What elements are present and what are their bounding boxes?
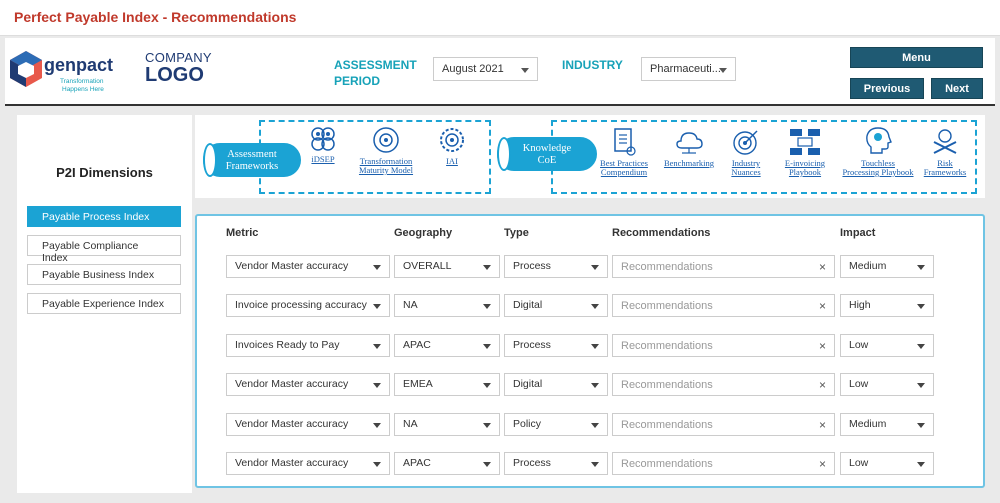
gear-brain-icon (437, 125, 467, 155)
type-select[interactable] (504, 413, 608, 436)
sidebar-item-payable-compliance-index[interactable]: Payable Compliance Index (27, 235, 181, 256)
menu-button[interactable]: Menu (850, 47, 983, 68)
pill-text-1: Knowledge (522, 143, 572, 154)
tool-label-2: Maturity Model (358, 165, 414, 175)
geography-select[interactable] (394, 452, 500, 475)
assessment-period-select[interactable] (433, 57, 538, 81)
header-geography: Geography (394, 227, 453, 239)
tool-risk-frameworks[interactable] (921, 127, 969, 177)
geography-select[interactable] (394, 413, 500, 436)
industry-label: INDUSTRY (562, 58, 623, 72)
recommendations-placeholder: Recommendations (621, 379, 713, 391)
clear-icon[interactable]: × (818, 260, 826, 274)
genpact-name: genpact (44, 55, 114, 75)
chevron-down-icon (373, 265, 381, 270)
tool-label: Transformation (359, 156, 413, 166)
impact-select[interactable] (840, 452, 934, 475)
metric-select[interactable] (226, 452, 390, 475)
tool-best-practices-compendium[interactable] (596, 127, 652, 177)
type-select[interactable] (504, 373, 608, 396)
chevron-down-icon (591, 304, 599, 309)
industry-value: Pharmaceuti... (650, 63, 721, 75)
sidebar-item-payable-business-index[interactable]: Payable Business Index (27, 264, 181, 285)
frameworks-panel (195, 115, 985, 198)
metric-select-value: Vendor Master accuracy (235, 260, 349, 272)
geography-select[interactable] (394, 334, 500, 357)
type-select[interactable] (504, 452, 608, 475)
clear-icon[interactable]: × (818, 299, 826, 313)
impact-select-value: Medium (849, 418, 887, 430)
metric-select-value: Invoice processing accuracy (235, 299, 367, 311)
tool-label: IAI (446, 156, 458, 166)
chevron-down-icon (591, 462, 599, 467)
gear-cycle-icon (371, 125, 401, 155)
sidebar-title: P2I Dimensions (56, 165, 153, 180)
gears-icon (309, 125, 337, 153)
metric-select-value: Vendor Master accuracy (235, 418, 349, 430)
chevron-down-icon (483, 304, 491, 309)
tool-e-invoicing-playbook[interactable] (780, 127, 830, 177)
genpact-tagline-2: Happens Here (62, 86, 104, 93)
recommendations-input[interactable] (612, 413, 835, 436)
assessment-label-line2: PERIOD (334, 74, 381, 88)
recommendations-placeholder: Recommendations (621, 261, 713, 273)
industry-select[interactable] (641, 57, 736, 81)
chevron-down-icon (591, 344, 599, 349)
recommendations-placeholder: Recommendations (621, 419, 713, 431)
metric-select[interactable] (226, 255, 390, 278)
recommendations-placeholder: Recommendations (621, 458, 713, 470)
pill-cap (497, 137, 511, 171)
genpact-tagline-1: Transformation (60, 78, 104, 85)
geography-select-value: APAC (403, 457, 431, 469)
impact-select-value: Low (849, 378, 869, 390)
chevron-down-icon (917, 265, 925, 270)
impact-select[interactable] (840, 373, 934, 396)
chevron-down-icon (373, 423, 381, 428)
chevron-down-icon (591, 383, 599, 388)
header-recommendations: Recommendations (612, 227, 711, 239)
sidebar (17, 115, 192, 493)
genpact-logo (8, 48, 138, 96)
chevron-down-icon (917, 423, 925, 428)
recommendations-placeholder: Recommendations (621, 300, 713, 312)
type-select[interactable] (504, 334, 608, 357)
assessment-period-value: August 2021 (442, 63, 504, 75)
company-logo-line1: COMPANY (145, 50, 212, 65)
recommendations-table (195, 214, 985, 488)
target-icon (731, 127, 761, 157)
header-impact: Impact (840, 227, 876, 239)
tool-idsep[interactable] (303, 125, 343, 164)
recommendations-placeholder: Recommendations (621, 340, 713, 352)
company-logo (145, 50, 215, 90)
pill-text-2: Frameworks (225, 161, 279, 172)
type-select-value: Process (513, 339, 551, 351)
flowchart-icon (788, 127, 822, 157)
sidebar-item-payable-process-index[interactable]: Payable Process Index (27, 206, 181, 227)
geography-select-value: NA (403, 299, 418, 311)
pill-text-2: CoE (537, 155, 557, 166)
geography-select[interactable] (394, 255, 500, 278)
tool-label: E-invoicing (784, 158, 826, 168)
pill-cap (203, 143, 217, 177)
metric-select[interactable] (226, 294, 390, 317)
tool-label: iDSEP (311, 154, 335, 164)
geography-select-value: OVERALL (403, 260, 452, 272)
type-select-value: Process (513, 260, 551, 272)
tool-label: Risk (937, 158, 953, 168)
metric-select-value: Vendor Master accuracy (235, 457, 349, 469)
company-logo-line2: LOGO (145, 64, 204, 86)
chevron-down-icon (591, 265, 599, 270)
header-metric: Metric (226, 227, 259, 239)
tool-label: Benchmarking (663, 158, 715, 168)
previous-button[interactable]: Previous (850, 78, 924, 99)
chevron-down-icon (373, 383, 381, 388)
impact-select-value: High (849, 299, 871, 311)
head-gear-icon (863, 125, 893, 157)
recommendations-input[interactable] (612, 334, 835, 357)
geography-select[interactable] (394, 373, 500, 396)
geography-select-value: APAC (403, 339, 431, 351)
tool-label-2: Processing Playbook (842, 167, 914, 177)
geography-select-value: NA (403, 418, 418, 430)
type-select-value: Digital (513, 378, 543, 390)
knowledge-coe-pill[interactable] (497, 137, 597, 171)
network-cloud-icon (674, 127, 704, 157)
clear-icon[interactable]: × (818, 339, 826, 353)
sidebar-item-payable-experience-index[interactable]: Payable Experience Index (27, 293, 181, 314)
page-title: Perfect Payable Index - Recommendations (14, 9, 297, 25)
chevron-down-icon (521, 68, 529, 73)
tool-label-2: Frameworks (923, 167, 967, 177)
tool-label-2: Compendium (600, 167, 648, 177)
chevron-down-icon (373, 462, 381, 467)
type-select-value: Policy (513, 418, 542, 430)
metric-select[interactable] (226, 334, 390, 357)
geography-select[interactable] (394, 294, 500, 317)
clear-icon[interactable]: × (818, 418, 826, 432)
assessment-period-label (334, 57, 417, 89)
impact-select-value: Low (849, 339, 869, 351)
type-select-value: Digital (513, 299, 543, 311)
impact-select-value: Medium (849, 260, 887, 272)
chevron-down-icon (917, 383, 925, 388)
title-bar (0, 0, 1000, 36)
header-type: Type (504, 227, 529, 239)
impact-select[interactable] (840, 413, 934, 436)
chevron-down-icon (483, 383, 491, 388)
impact-select[interactable] (840, 294, 934, 317)
geography-select-value: EMEA (403, 378, 433, 390)
metric-select[interactable] (226, 413, 390, 436)
pill-text-1: Assessment (227, 149, 277, 160)
clear-icon[interactable]: × (818, 457, 826, 471)
recommendations-input[interactable] (612, 373, 835, 396)
metric-select-value: Vendor Master accuracy (235, 378, 349, 390)
header (5, 38, 995, 106)
chevron-down-icon (917, 344, 925, 349)
assessment-label-line1: ASSESSMENT (334, 58, 417, 72)
type-select-value: Process (513, 457, 551, 469)
chevron-down-icon (719, 68, 727, 73)
tool-iai[interactable] (432, 125, 472, 166)
recommendations-input[interactable] (612, 255, 835, 278)
metric-select-value: Invoices Ready to Pay (235, 339, 340, 351)
tool-industry-nuances[interactable] (725, 127, 767, 177)
chevron-down-icon (591, 423, 599, 428)
chevron-down-icon (483, 344, 491, 349)
tool-touchless-processing-playbook[interactable] (837, 125, 919, 177)
chevron-down-icon (483, 462, 491, 467)
next-button[interactable]: Next (931, 78, 983, 99)
type-select[interactable] (504, 255, 608, 278)
tool-label-2: Playbook (788, 167, 822, 177)
genpact-logo-icon (8, 50, 44, 88)
metric-select[interactable] (226, 373, 390, 396)
recommendations-input[interactable] (612, 294, 835, 317)
impact-select[interactable] (840, 255, 934, 278)
recommendations-input[interactable] (612, 452, 835, 475)
chevron-down-icon (917, 462, 925, 467)
impact-select[interactable] (840, 334, 934, 357)
chevron-down-icon (373, 344, 381, 349)
chevron-down-icon (483, 423, 491, 428)
tool-label: Industry (731, 158, 761, 168)
tool-label: Touchless (861, 158, 895, 168)
tool-benchmarking[interactable] (659, 127, 719, 168)
chevron-down-icon (483, 265, 491, 270)
clear-icon[interactable]: × (818, 378, 826, 392)
risk-tools-icon (930, 127, 960, 157)
tool-transformation-maturity-model[interactable] (351, 125, 421, 175)
assessment-frameworks-pill[interactable] (203, 143, 301, 177)
document-checklist-icon (611, 127, 637, 157)
tool-label-2: Nuances (731, 167, 761, 177)
impact-select-value: Low (849, 457, 869, 469)
tool-label: Best Practices (600, 158, 648, 168)
type-select[interactable] (504, 294, 608, 317)
chevron-down-icon (917, 304, 925, 309)
chevron-down-icon (373, 304, 381, 309)
